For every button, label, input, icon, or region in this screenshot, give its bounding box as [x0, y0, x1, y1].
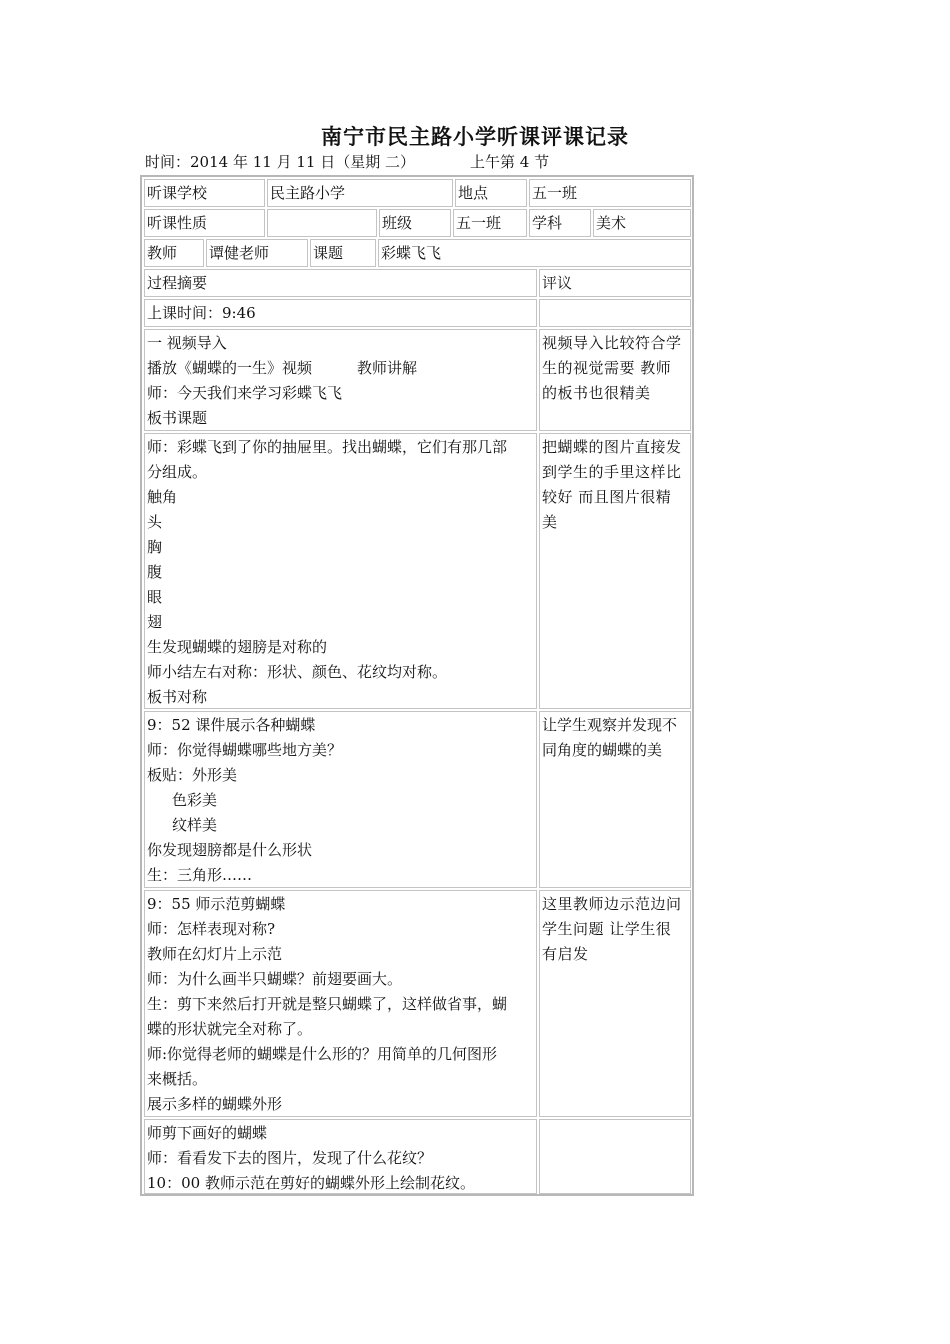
comment-line: 到学生的手里这样比 — [542, 463, 682, 481]
process-line: 触角 — [147, 488, 178, 506]
comment-line: 美 — [542, 513, 558, 531]
process-line: 板书对称 — [147, 688, 208, 706]
comment-line: 这里教师边示范边问 — [542, 895, 682, 913]
process-line: 胸 — [147, 538, 163, 556]
comment-line: 有启发 — [542, 945, 589, 963]
comment-line: 生的视觉需要 教师 — [542, 359, 672, 377]
teacher-value: 谭健老师 — [206, 239, 308, 267]
start-time: 上课时间：9:46 — [144, 299, 537, 327]
location-label: 地点 — [455, 179, 527, 207]
process-section-2 — [144, 433, 537, 709]
process-line: 腹 — [147, 563, 163, 581]
topic-value: 彩蝶飞飞 — [378, 239, 691, 267]
process-line: 头 — [147, 513, 163, 531]
document-title: 南宁市民主路小学听课评课记录 — [321, 124, 629, 149]
process-line: 师：为什么画半只蝴蝶？前翅要画大。 — [147, 970, 403, 988]
process-line: 播放《蝴蝶的一生》视频 教师讲解 — [147, 359, 418, 377]
school-value: 民主路小学 — [267, 179, 453, 207]
process-line: 师剪下画好的蝴蝶 — [147, 1124, 268, 1142]
process-line: 眼 — [147, 588, 163, 606]
process-line: 蝶的形状就完全对称了。 — [147, 1020, 313, 1038]
process-line: 师：今天我们来学习彩蝶飞飞 — [147, 384, 343, 402]
comment-section-1 — [539, 329, 691, 431]
record-table — [140, 175, 694, 1196]
comment-header: 评议 — [539, 269, 691, 297]
process-line: 生：剪下来然后打开就是整只蝴蝶了，这样做省事，蝴 — [147, 995, 508, 1013]
process-line: 板书课题 — [147, 409, 208, 427]
topic-label: 课题 — [310, 239, 376, 267]
process-section-1 — [144, 329, 537, 431]
comment-line: 较好 而且图片很精 — [542, 488, 672, 506]
process-line: 9：52 课件展示各种蝴蝶 — [147, 716, 316, 734]
process-section-5 — [144, 1119, 537, 1194]
process-line: 展示多样的蝴蝶外形 — [147, 1095, 283, 1113]
process-line: 师:你觉得老师的蝴蝶是什么形的？用简单的几何图形 — [147, 1045, 498, 1063]
process-line: 色彩美 — [172, 791, 218, 809]
comment-section-5 — [539, 1119, 691, 1194]
process-line: 师：你觉得蝴蝶哪些地方美？ — [147, 741, 343, 759]
process-line: 师：看看发下去的图片，发现了什么花纹？ — [147, 1149, 433, 1167]
process-line: 师：彩蝶飞到了你的抽屉里。找出蝴蝶，它们有那几部 — [147, 438, 508, 456]
nature-value — [267, 209, 377, 237]
school-label: 听课学校 — [144, 179, 265, 207]
process-line: 板贴：外形美 — [147, 766, 238, 784]
comment-line: 让学生观察并发现不 — [542, 716, 678, 734]
process-line: 纹样美 — [172, 816, 218, 834]
process-line: 一 视频导入 — [147, 334, 227, 352]
comment-section-3 — [539, 711, 691, 888]
comment-line: 同角度的蝴蝶的美 — [542, 741, 663, 759]
nature-label: 听课性质 — [144, 209, 265, 237]
comment-line: 学生问题 让学生很 — [542, 920, 672, 938]
process-line: 生：三角形…… — [147, 866, 253, 884]
process-line: 师小结左右对称：形状、颜色、花纹均对称。 — [147, 663, 448, 681]
process-line: 你发现翅膀都是什么形状 — [147, 841, 313, 859]
process-line: 分组成。 — [147, 463, 208, 481]
comment-line: 的板书也很精美 — [542, 384, 651, 402]
process-section-3 — [144, 711, 537, 888]
process-header: 过程摘要 — [144, 269, 537, 297]
process-line: 生发现蝴蝶的翅膀是对称的 — [147, 638, 328, 656]
class-label: 班级 — [379, 209, 451, 237]
comment-section-4 — [539, 890, 691, 1117]
lesson-session: 上午第 4 节 — [470, 153, 550, 171]
time-line — [145, 151, 550, 172]
comment-line: 把蝴蝶的图片直接发 — [542, 438, 682, 456]
start-time-comment — [539, 299, 691, 327]
comment-section-2 — [539, 433, 691, 709]
location-value: 五一班 — [529, 179, 691, 207]
process-line: 教师在幻灯片上示范 — [147, 945, 283, 963]
process-section-4 — [144, 890, 537, 1117]
teacher-label: 教师 — [144, 239, 204, 267]
process-line: 来概括。 — [147, 1070, 208, 1088]
process-line: 翅 — [147, 613, 163, 631]
subject-value: 美术 — [593, 209, 691, 237]
subject-label: 学科 — [529, 209, 591, 237]
process-line: 师：怎样表现对称? — [147, 920, 276, 938]
process-line: 9：55 师示范剪蝴蝶 — [147, 895, 286, 913]
lesson-date: 时间：2014 年 11 月 11 日（星期 二） — [145, 153, 415, 171]
process-line: 10：00 教师示范在剪好的蝴蝶外形上绘制花纹。 — [147, 1174, 475, 1192]
class-value: 五一班 — [453, 209, 527, 237]
comment-line: 视频导入比较符合学 — [542, 334, 682, 352]
